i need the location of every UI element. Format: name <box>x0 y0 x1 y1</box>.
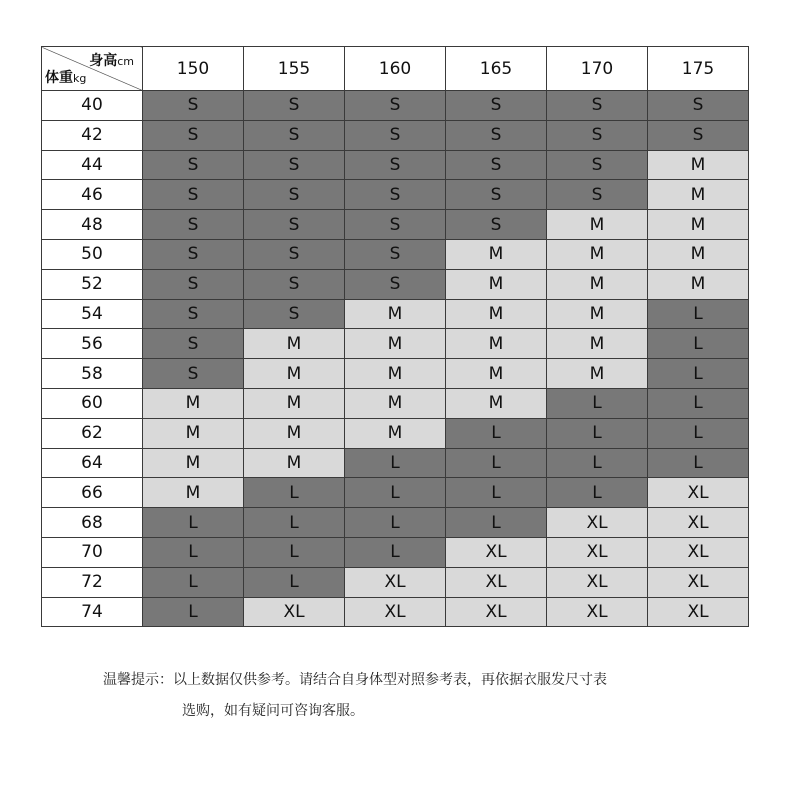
size-cell: M <box>547 299 648 329</box>
size-cell: L <box>244 508 345 538</box>
size-cell: L <box>143 508 244 538</box>
size-cell: S <box>143 91 244 121</box>
size-cell: L <box>446 478 547 508</box>
size-cell: L <box>244 567 345 597</box>
height-header-cell: 165 <box>446 47 547 91</box>
size-cell: M <box>244 448 345 478</box>
size-cell: S <box>345 120 446 150</box>
size-cell: L <box>345 508 446 538</box>
height-header-cell: 150 <box>143 47 244 91</box>
size-cell: XL <box>648 597 749 627</box>
size-cell: L <box>648 448 749 478</box>
size-cell: L <box>345 448 446 478</box>
size-cell: M <box>345 329 446 359</box>
weight-cell: 70 <box>42 537 143 567</box>
size-cell: S <box>345 180 446 210</box>
size-cell: M <box>345 418 446 448</box>
size-cell: M <box>244 359 345 389</box>
size-cell: M <box>446 388 547 418</box>
size-cell: S <box>345 150 446 180</box>
size-cell: S <box>244 120 345 150</box>
size-cell: L <box>446 418 547 448</box>
weight-cell: 52 <box>42 269 143 299</box>
table-row <box>42 180 749 210</box>
size-cell: M <box>345 359 446 389</box>
size-cell: XL <box>547 567 648 597</box>
height-header-cell: 155 <box>244 47 345 91</box>
chart-body <box>42 91 749 627</box>
table-row <box>42 120 749 150</box>
table-row <box>42 359 749 389</box>
size-cell: XL <box>547 537 648 567</box>
table-row <box>42 508 749 538</box>
size-cell: XL <box>244 597 345 627</box>
size-cell: XL <box>547 597 648 627</box>
weight-cell: 68 <box>42 508 143 538</box>
size-cell: S <box>143 239 244 269</box>
table-row <box>42 418 749 448</box>
size-cell: S <box>547 150 648 180</box>
size-cell: M <box>143 448 244 478</box>
size-cell: L <box>648 388 749 418</box>
size-cell: XL <box>446 537 547 567</box>
size-cell: M <box>345 299 446 329</box>
size-cell: XL <box>446 567 547 597</box>
table-row <box>42 239 749 269</box>
size-cell: XL <box>345 567 446 597</box>
note-line-1: 温馨提示：以上数据仅供参考。请结合自身体型对照参考表，再依据衣服发尺寸表 <box>103 672 607 688</box>
size-cell: M <box>446 329 547 359</box>
size-cell: L <box>244 537 345 567</box>
size-cell: M <box>648 210 749 240</box>
height-header-cell: 170 <box>547 47 648 91</box>
size-cell: M <box>143 418 244 448</box>
size-cell: S <box>143 359 244 389</box>
table-row <box>42 478 749 508</box>
size-cell: L <box>648 299 749 329</box>
size-cell: L <box>648 359 749 389</box>
size-cell: L <box>547 388 648 418</box>
weight-cell: 60 <box>42 388 143 418</box>
size-cell: S <box>547 91 648 121</box>
size-cell: L <box>143 597 244 627</box>
size-cell: S <box>143 269 244 299</box>
table-row <box>42 299 749 329</box>
size-cell: M <box>345 388 446 418</box>
weight-cell: 44 <box>42 150 143 180</box>
weight-cell: 72 <box>42 567 143 597</box>
size-cell: S <box>244 91 345 121</box>
table-row <box>42 269 749 299</box>
size-cell: S <box>143 180 244 210</box>
size-cell: XL <box>446 597 547 627</box>
size-cell: S <box>547 120 648 150</box>
size-cell: S <box>345 91 446 121</box>
table-row <box>42 150 749 180</box>
size-cell: S <box>446 91 547 121</box>
table-row <box>42 329 749 359</box>
corner-header-cell <box>42 47 143 91</box>
size-cell: L <box>547 478 648 508</box>
size-cell: M <box>547 239 648 269</box>
weight-cell: 40 <box>42 91 143 121</box>
size-cell: S <box>143 329 244 359</box>
weight-cell: 66 <box>42 478 143 508</box>
size-cell: M <box>547 269 648 299</box>
size-cell: M <box>446 239 547 269</box>
weight-cell: 56 <box>42 329 143 359</box>
size-cell: S <box>244 210 345 240</box>
table-row <box>42 210 749 240</box>
size-cell: L <box>143 537 244 567</box>
size-cell: S <box>244 299 345 329</box>
size-cell: L <box>446 508 547 538</box>
table-row <box>42 388 749 418</box>
size-cell: S <box>648 120 749 150</box>
weight-cell: 46 <box>42 180 143 210</box>
size-cell: S <box>345 210 446 240</box>
size-cell: S <box>244 239 345 269</box>
size-cell: XL <box>345 597 446 627</box>
size-cell: S <box>345 269 446 299</box>
size-cell: M <box>143 388 244 418</box>
weight-header-label: 体重kg <box>45 70 87 86</box>
weight-cell: 42 <box>42 120 143 150</box>
size-cell: S <box>446 180 547 210</box>
size-cell: S <box>648 91 749 121</box>
size-cell: S <box>143 150 244 180</box>
size-cell: M <box>648 239 749 269</box>
weight-cell: 48 <box>42 210 143 240</box>
size-cell: M <box>648 150 749 180</box>
size-cell: M <box>446 269 547 299</box>
size-cell: M <box>547 359 648 389</box>
weight-cell: 74 <box>42 597 143 627</box>
size-cell: XL <box>648 567 749 597</box>
weight-cell: 62 <box>42 418 143 448</box>
size-cell: L <box>143 567 244 597</box>
size-cell: S <box>143 120 244 150</box>
height-header-label: 身高cm <box>89 53 134 69</box>
size-cell: S <box>446 150 547 180</box>
size-cell: M <box>648 180 749 210</box>
size-cell: XL <box>547 508 648 538</box>
note-line-2: 选购，如有疑问可咨询客服。 <box>182 703 364 719</box>
weight-cell: 50 <box>42 239 143 269</box>
size-cell: L <box>547 448 648 478</box>
header-row <box>42 47 749 91</box>
table-row <box>42 448 749 478</box>
size-cell: M <box>446 359 547 389</box>
height-header-cell: 160 <box>345 47 446 91</box>
table-row <box>42 91 749 121</box>
size-cell: M <box>547 329 648 359</box>
size-cell: S <box>143 210 244 240</box>
size-cell: L <box>345 478 446 508</box>
size-cell: M <box>446 299 547 329</box>
size-cell: M <box>648 269 749 299</box>
size-cell: L <box>244 478 345 508</box>
size-cell: XL <box>648 537 749 567</box>
size-cell: M <box>143 478 244 508</box>
size-cell: XL <box>648 478 749 508</box>
size-cell: L <box>345 537 446 567</box>
size-cell: S <box>446 120 547 150</box>
table-row <box>42 567 749 597</box>
weight-cell: 58 <box>42 359 143 389</box>
size-cell: M <box>244 418 345 448</box>
size-cell: L <box>547 418 648 448</box>
weight-cell: 64 <box>42 448 143 478</box>
height-header-cell: 175 <box>648 47 749 91</box>
size-cell: L <box>648 329 749 359</box>
size-cell: L <box>446 448 547 478</box>
size-cell: M <box>244 388 345 418</box>
table-row <box>42 597 749 627</box>
size-cell: S <box>143 299 244 329</box>
weight-cell: 54 <box>42 299 143 329</box>
size-cell: XL <box>648 508 749 538</box>
size-chart-table <box>41 46 749 627</box>
size-cell: S <box>547 180 648 210</box>
size-cell: S <box>345 239 446 269</box>
size-cell: M <box>547 210 648 240</box>
size-cell: M <box>244 329 345 359</box>
size-cell: S <box>244 269 345 299</box>
size-cell: S <box>244 180 345 210</box>
size-cell: S <box>446 210 547 240</box>
size-cell: S <box>244 150 345 180</box>
size-cell: L <box>648 418 749 448</box>
table-row <box>42 537 749 567</box>
